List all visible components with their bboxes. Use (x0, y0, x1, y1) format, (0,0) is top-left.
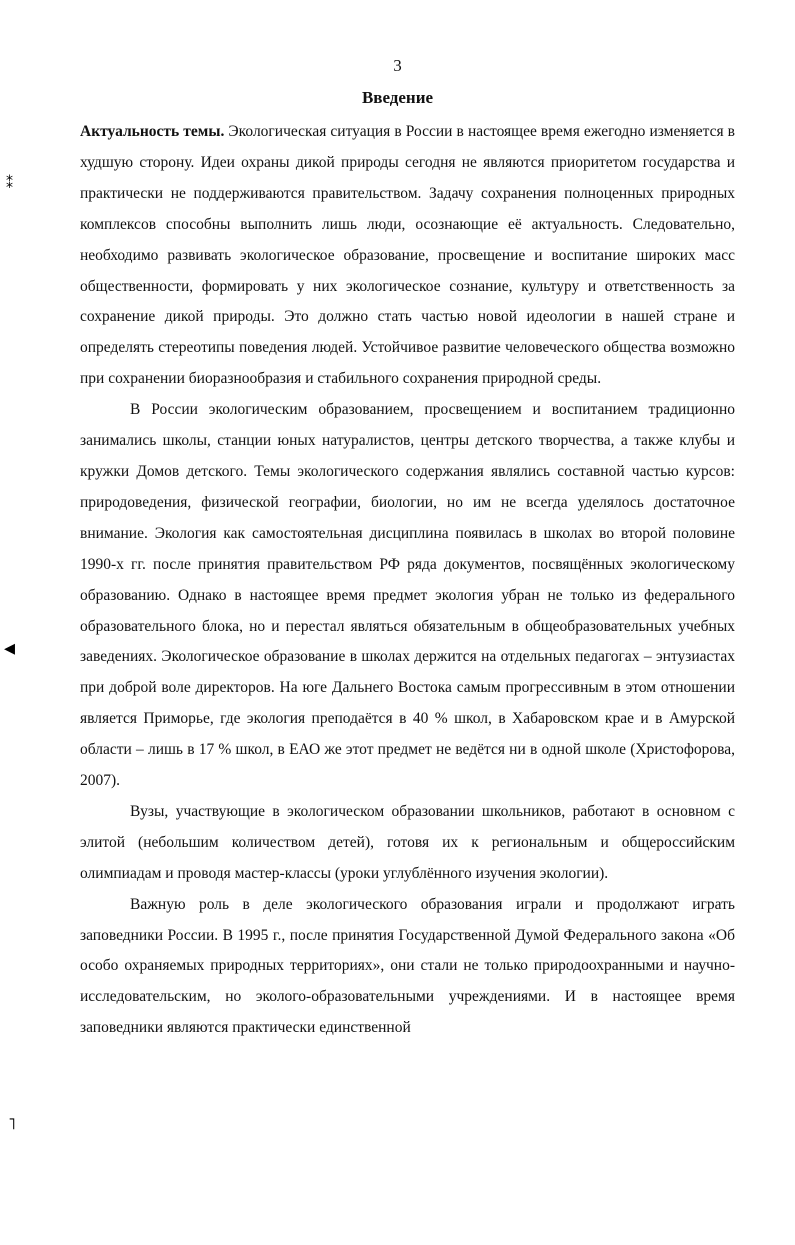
margin-tick-icon: ˥ (8, 1114, 16, 1133)
paragraph-reserves: Важную роль в деле экологического образования играли и продолжают играть заповедники России. В 1995 г., после принятия Государственной Думой Федерального закона «Об особо охраняемых природных территориях», они стали не только природоохранными и научно-исследовательским, но эколого-образовательными учреждениями. И в настоящее время заповедники являются практически единственной (80, 895, 735, 1037)
paragraph-relevance (80, 117, 735, 395)
paragraph-russia-education: В России экологическим образованием, просвещением и воспитанием традиционно занимались школы, станции юных натуралистов, центры детского творчества, а также клубы и кружки Домов детского. Темы экологического содержания являлись составной частью курсов: природоведения, физической географии, биологии, но им не всегда уделялось достаточное внимание. Экология как самостоятельная дисциплина появилась в школах во второй половине 1990-х гг. после принятия правительством РФ ряда документов, посвящённых экологическому образованию. Однако в настоящее время предмет экология убран не только из федерального образовательного блока, но и перестал являться обязательным в общеобразовательных учебных заведениях. Экологическое образование в школах держится на отдельных педагогах – энтузиастах при доброй воле директоров. На юге Дальнего Востока самым прогрессивным в этом отношении является Приморье, где экология преподаётся в 40 % школ, в Хабаровском крае и в Амурской области – лишь в 17 % школ, в ЕАО же этот предмет не ведётся ни в одной школе (Христофорова, 2007). (80, 401, 735, 790)
margin-mark-icon: ⁑ (6, 176, 13, 192)
body-text (80, 117, 735, 1044)
page-title: Введение (361, 88, 434, 107)
relevance-heading: Актуальность темы. (80, 123, 225, 140)
paragraph-universities: Вузы, участвующие в экологическом образовании школьников, работают в основном с элитой (небольшим количеством детей), готовя их к региональным и общероссийским олимпиадам и проводя мастер-классы (уроки углублённого изучения экологии). (80, 802, 735, 882)
relevance-text: Экологическая ситуация в России в настоящее время ежегодно изменяется в худшую сторону. Идеи охраны дикой природы сегодня не являются приоритетом государства и практически не поддерживаются правительством. Задачу сохранения полноценных природных комплексов способны выполнить лишь люди, осознающие её актуальность. Следовательно, необходимо развивать экологическое образование, просвещение и воспитание широких масс общественности, формировать у них экологическое сознание, культуру и ответственность за сохранение дикой природы. Это должно стать частью новой идеологии в нашей стране и определять стереотипы поведения людей. Устойчивое развитие человеческого общества возможно при сохранении биоразнообразия и стабильного сохранения природной среды. (80, 123, 735, 388)
margin-arrow-icon: ◂ (4, 636, 16, 661)
page-number: 3 (393, 56, 402, 75)
